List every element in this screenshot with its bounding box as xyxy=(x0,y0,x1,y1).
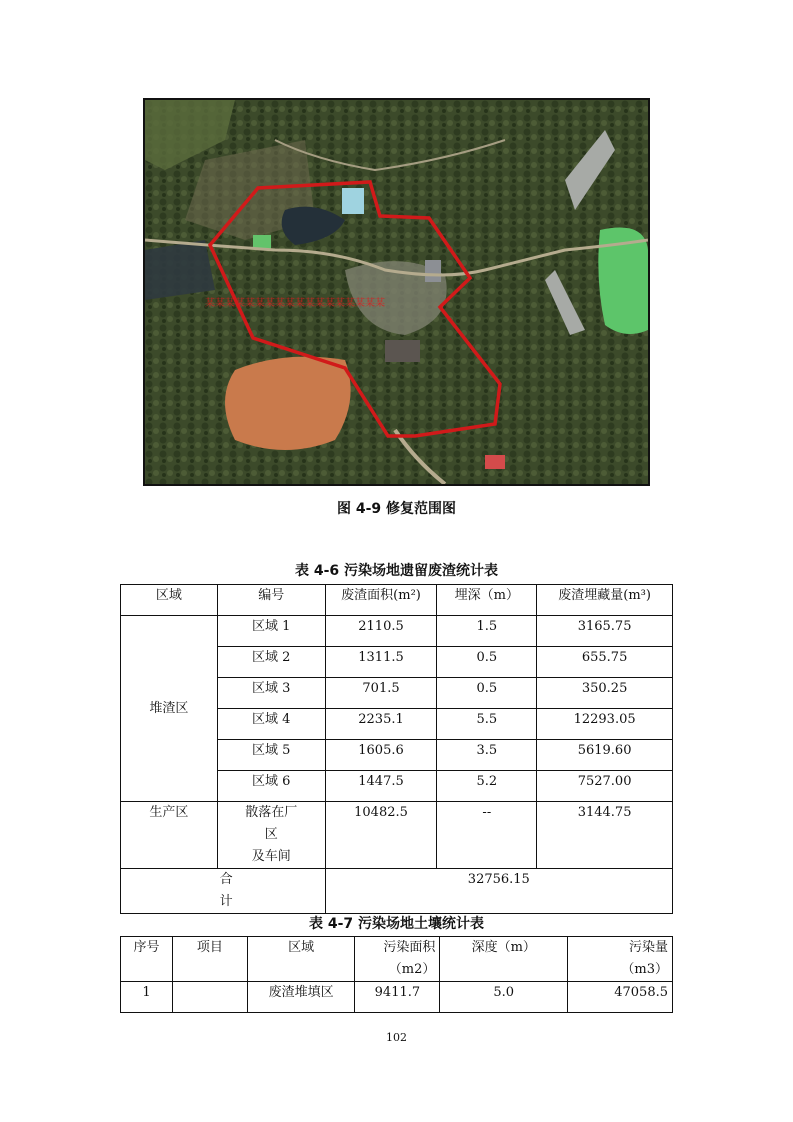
soil-pollution-table xyxy=(120,936,673,1013)
header-region: 区域 xyxy=(247,937,355,982)
cell-no: 1 xyxy=(121,982,173,1013)
cell-depth: 1.5 xyxy=(437,616,537,647)
cell-volume: 655.75 xyxy=(537,647,673,678)
table-header-row xyxy=(121,585,673,616)
cell-area: 2110.5 xyxy=(325,616,437,647)
red-roof xyxy=(485,455,505,469)
table-header-row xyxy=(121,937,673,982)
total-label xyxy=(121,869,326,914)
cell-depth: 0.5 xyxy=(437,647,537,678)
building-roof xyxy=(385,340,420,362)
cell-code: 区域 5 xyxy=(217,740,325,771)
total-value: 32756.15 xyxy=(325,869,672,914)
waste-residue-table xyxy=(120,584,673,914)
cell-code: 区域 1 xyxy=(217,616,325,647)
cell-volume: 12293.05 xyxy=(537,709,673,740)
satellite-image xyxy=(145,100,648,484)
cell-area: 2235.1 xyxy=(325,709,437,740)
cell-code: 区域 2 xyxy=(217,647,325,678)
cell-depth: -- xyxy=(437,802,537,869)
cell-code: 区域 6 xyxy=(217,771,325,802)
cell-depth: 0.5 xyxy=(437,678,537,709)
header-volume: 废渣埋藏量(m³) xyxy=(537,585,673,616)
remediation-scope-map xyxy=(143,98,650,486)
cell-depth: 5.0 xyxy=(440,982,568,1013)
header-region: 区域 xyxy=(121,585,218,616)
cell-depth: 5.5 xyxy=(437,709,537,740)
table-row xyxy=(121,616,673,647)
code-line: 散落在厂 xyxy=(245,805,298,820)
header-amount xyxy=(568,937,673,982)
greenhouse-roof xyxy=(342,188,364,214)
cell-amount: 47058.5 xyxy=(568,982,673,1013)
cell-volume: 350.25 xyxy=(537,678,673,709)
cell-volume: 3144.75 xyxy=(537,802,673,869)
cell-depth: 5.2 xyxy=(437,771,537,802)
building-roof xyxy=(425,260,441,282)
cell-region: 废渣堆填区 xyxy=(247,982,355,1013)
header-area xyxy=(355,937,440,982)
cell-code: 区域 4 xyxy=(217,709,325,740)
cell-item xyxy=(172,982,247,1013)
group-name-production-area: 生产区 xyxy=(121,802,218,869)
total-label-line: 合 xyxy=(219,872,233,887)
page-number: 102 xyxy=(386,1031,407,1044)
cell-code xyxy=(217,802,325,869)
code-line: 区 xyxy=(264,827,278,842)
header-amount-line: 污染量 xyxy=(628,940,668,955)
header-area-line: （m2） xyxy=(388,962,436,977)
cell-code: 区域 3 xyxy=(217,678,325,709)
group-name-dump-area: 堆渣区 xyxy=(121,616,218,802)
header-area-line: 污染面积 xyxy=(383,940,436,955)
figure-caption: 图 4-9 修复范围图 xyxy=(336,501,457,517)
map-overlay-label: 某某某某某某某某某某某某某某某某某某 xyxy=(205,298,385,309)
cell-volume: 3165.75 xyxy=(537,616,673,647)
green-roof xyxy=(253,235,271,249)
cell-area: 1605.6 xyxy=(325,740,437,771)
cell-area: 1311.5 xyxy=(325,647,437,678)
table-4-6-caption: 表 4-6 污染场地遗留废渣统计表 xyxy=(294,563,499,579)
total-label-line: 计 xyxy=(219,894,233,909)
header-item: 项目 xyxy=(172,937,247,982)
header-depth: 深度（m） xyxy=(440,937,568,982)
table-row xyxy=(121,982,673,1013)
header-depth: 埋深（m） xyxy=(437,585,537,616)
header-area: 废渣面积(m²) xyxy=(325,585,437,616)
table-row xyxy=(121,802,673,869)
code-line: 及车间 xyxy=(251,849,291,864)
cell-volume: 5619.60 xyxy=(537,740,673,771)
total-row xyxy=(121,869,673,914)
cell-area: 701.5 xyxy=(325,678,437,709)
header-code: 编号 xyxy=(217,585,325,616)
header-amount-line: （m3） xyxy=(621,962,668,977)
cell-depth: 3.5 xyxy=(437,740,537,771)
cell-volume: 7527.00 xyxy=(537,771,673,802)
table-4-7-caption: 表 4-7 污染场地土壤统计表 xyxy=(308,916,485,932)
pond-left xyxy=(145,240,215,300)
bare-soil xyxy=(225,357,351,450)
header-no: 序号 xyxy=(121,937,173,982)
cell-area: 9411.7 xyxy=(355,982,440,1013)
cell-area: 1447.5 xyxy=(325,771,437,802)
cell-area: 10482.5 xyxy=(325,802,437,869)
